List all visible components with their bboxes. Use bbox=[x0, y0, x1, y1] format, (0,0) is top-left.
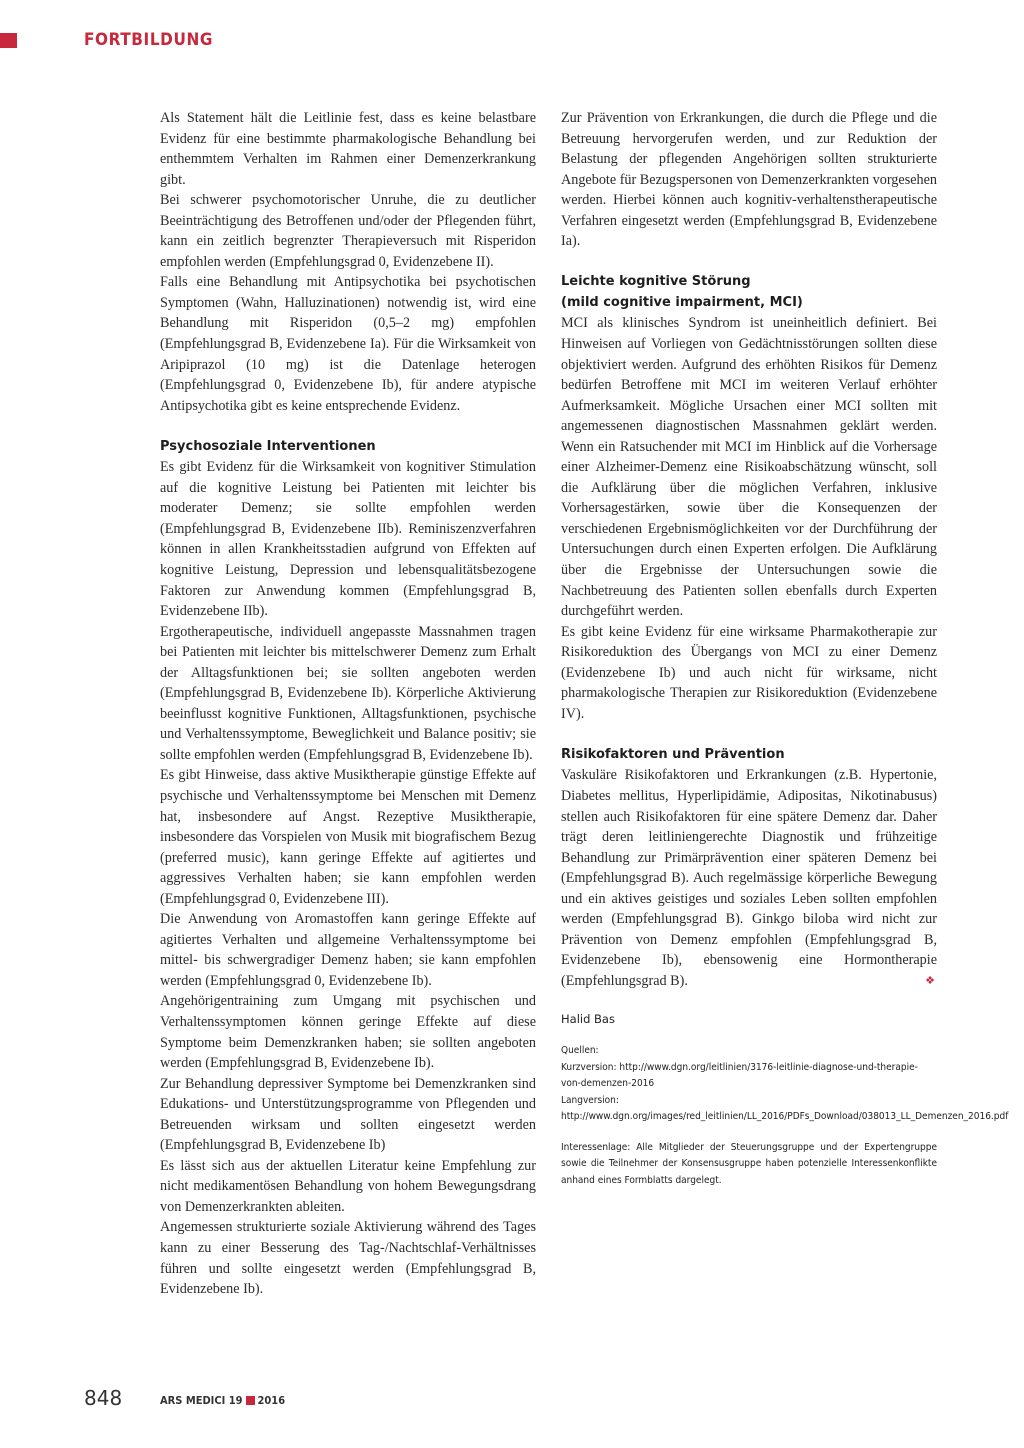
paragraph-text: Vaskuläre Risikofaktoren und Erkrankungen (z.B. Hypertonie, Diabetes mellitus, Hyperlipidämie, Adipositas, Nikotinabusus) stellen auch Risikofaktoren für eine spätere Demenz dar. Daher trägt deren leitliniengerechte Diagnostik und frühzeitige Behandlung zur Primärprävention einer späteren Demenz bei (Empfehlungsgrad B). Auch regelmässige körperliche Bewegung und ein aktives geistiges und soziales Leben sollten empfohlen werden (Empfehlungsgrad B). Ginkgo biloba wird nicht zur Prävention von Demenz empfohlen (Empfehlungsgrad B, Evidenzebene Ib), ebensowenig eine Hormontherapie (Empfehlungsgrad B). bbox=[561, 767, 937, 989]
section-color-marker bbox=[0, 33, 17, 48]
journal-name: ARS MEDICI 19 bbox=[160, 1394, 243, 1407]
section-label: FORTBILDUNG bbox=[84, 30, 214, 50]
sources-label: Quellen: bbox=[561, 1045, 599, 1057]
paragraph: MCI als klinisches Syndrom ist uneinheitlich definiert. Bei Hinweisen auf Vorliegen von Gedächtnisstörungen sollten diese objektiviert werden. Aufgrund des erhöhten Risikos für Demenz bedürfen Betroffene mit MCI im weiteren Verlauf erhöhter Aufmerksamkeit. Mögliche Ursachen einer MCI sollten mit angemessenen diagnostischen Massnahmen geklärt werden. Wenn ein Ratsuchender mit MCI im Hinblick auf die Vorhersage einer Alzheimer-Demenz eine Risikoabschätzung wünscht, soll die Aufklärung über die möglichen Verfahren, inklusive Vorhersagestärken, sowie über die Konsequenzen der verschiedenen Ergebnismöglichkeiten vor der Durchführung der Untersuchungen durch einen Experten erfolgen. Die Aufklärung über die Ergebnisse der Untersuchungen sowie die Nachbetreuung des Patienten sollen ebenfalls durch Experten durchgeführt werden. bbox=[561, 315, 937, 620]
section-heading-risk: Risikofaktoren und Prävention bbox=[561, 746, 785, 762]
paragraph: Es lässt sich aus der aktuellen Literatur keine Empfehlung zur nicht medikamentösen Behandlung von hohem Bewegungsdrang von Demenzerkrankten ableiten. bbox=[160, 1157, 536, 1215]
paragraph: Es gibt Evidenz für die Wirksamkeit von kognitiver Stimulation auf die kognitive Leistung bei Patienten mit leichter bis moderater Demenz; sie sollte empfohlen werden (Empfehlungsgrad B, Evidenzebene IIb). Reminiszenzverfahren können in allen Krankheitsstadien aufgrund von Effekten auf kognitive Leistung, Depression und lebensqualitätsbezogene Faktoren zur Anwendung kommen (Empfehlungsgrad B, Evidenzebene IIb). bbox=[160, 459, 536, 620]
author-name: Halid Bas bbox=[561, 1012, 615, 1027]
paragraph: Es gibt keine Evidenz für eine wirksame Pharmakotherapie zur Risikoreduktion des Übergangs von MCI zu einer Demenz (Evidenzebene Ib) und auch nicht für wirksame, nicht pharmakologische Therapien zur Risikoreduktion (Evidenzebene IV). bbox=[561, 623, 937, 722]
paragraph: Angemessen strukturierte soziale Aktivierung während des Tages kann zu einer Besserung des Tag-/Nachtschlaf-Verhältnisses führen und sollte eingesetzt werden (Empfehlungsgrad B, Evidenzebene Ib). bbox=[160, 1219, 536, 1298]
page-number: 848 bbox=[84, 1386, 123, 1410]
section-heading-mci-line1: Leichte kognitive Störung bbox=[561, 274, 751, 290]
footer-square-icon bbox=[246, 1396, 255, 1405]
section-heading-mci-line2: (mild cognitive impairment, MCI) bbox=[561, 294, 803, 310]
paragraph: Bei schwerer psychomotorischer Unruhe, die zu deutlicher Beeinträchtigung des Betroffenen und/oder der Pflegenden führt, kann ein zeitlich begrenzter Therapieversuch mit Risperidon empfohlen werden (Empfehlungsgrad 0, Evidenzebene II). bbox=[160, 192, 536, 270]
paragraph: Es gibt Hinweise, dass aktive Musiktherapie günstige Effekte auf psychische und Verhaltenssymptome bei Menschen mit Demenz hat, insbesondere auf Angst. Rezeptive Musiktherapie, insbesondere das Vorspielen von Musik mit biografischem Bezug (preferred music), kann geringe Effekte auf agitiertes und aggressives Verhalten haben; sie kann empfohlen werden (Empfehlungsgrad 0, Evidenzebene III). bbox=[160, 767, 536, 907]
journal-footer bbox=[160, 1394, 285, 1407]
left-column bbox=[160, 108, 536, 1300]
paragraph: Angehörigentraining zum Umgang mit psychischen und Verhaltenssymptomen können geringe Effekte auf diese Symptome beim Demenzkranken haben; sie sollten angeboten werden (Empfehlungsgrad B, Evidenzebene Ib). bbox=[160, 993, 536, 1072]
paragraph: Zur Behandlung depressiver Symptome bei Demenzkranken sind Edukations- und Unterstützungsprogramme von Pflegenden und Betreuenden wirksam und sollten eingesetzt werden (Empfehlungsgrad B, Evidenzebene Ib) bbox=[160, 1075, 536, 1154]
paragraph: Falls eine Behandlung mit Antipsychotika bei psychotischen Symptomen (Wahn, Halluzinationen) notwendig ist, wird eine Behandlung mit Risperidon (0,5–2 mg) empfohlen (Empfehlungsgrad B, Evidenzebene Ia). Für die Wirksamkeit von Aripiprazol (10 mg) ist die Datenlage heterogen (Empfehlungsgrad 0, Evidenzebene Ib), für andere atypische Antipsychotika gibt es keine entsprechende Evidenz. bbox=[160, 274, 536, 414]
paragraph bbox=[561, 765, 937, 991]
conflict-of-interest-note: Interessenlage: Alle Mitglieder der Steuerungsgruppe und der Expertengruppe sowie die Teilnehmer der Konsensusgruppe haben potenzielle Interessenkonflikte anhand eines Formblatts dargelegt. bbox=[561, 1141, 937, 1186]
paragraph: Ergotherapeutische, individuell angepasste Massnahmen tragen bei Patienten mit leichter bis mittelschwerer Demenz zum Erhalt der Alltagsfunktionen bei; sie sollten angeboten werden (Empfehlungsgrad B, Evidenzebene Ib). Körperliche Aktivierung beeinflusst kognitive Funktionen, Alltagsfunktionen, psychische und Verhaltenssymptome, Beweglichkeit und Balance positiv; sie sollte empfohlen werden (Empfehlungsgrad B, Evidenzebene Ib). bbox=[160, 623, 536, 763]
right-column bbox=[561, 108, 1009, 1189]
journal-year: 2016 bbox=[257, 1394, 286, 1407]
paragraph: Die Anwendung von Aromastoffen kann geringe Effekte auf agitiertes Verhalten und allgemeine Verhaltenssymptome bei mittel- bis schwergradiger Demenz haben; sie kann empfohlen werden (Empfehlungsgrad 0, Evidenzebene Ib). bbox=[160, 911, 536, 989]
end-of-article-icon: ❖ bbox=[925, 974, 935, 987]
section-heading-psychosocial: Psychosoziale Interventionen bbox=[160, 438, 376, 454]
source-long-version: Langversion: http://www.dgn.org/images/red_leitlinien/LL_2016/PDFs_Download/038013_LL_Demenzen_2016.pdf bbox=[561, 1094, 1009, 1123]
paragraph: Zur Prävention von Erkrankungen, die durch die Pflege und die Betreuung hervorgerufen werden, und zur Reduktion der Belastung der pflegenden Angehörigen sollten strukturierte Angebote für Bezugspersonen von Demenzerkrankten vorgesehen werden. Hierbei können auch kognitiv-verhaltenstherapeutische Verfahren eingesetzt werden (Empfehlungsgrad B, Evidenzebene Ia). bbox=[561, 110, 937, 250]
source-short-version: Kurzversion: http://www.dgn.org/leitlinien/3176-leitlinie-diagnose-und-therapie-von-demenzen-2016 bbox=[561, 1061, 918, 1090]
paragraph: Als Statement hält die Leitlinie fest, dass es keine belastbare Evidenz für eine bestimmte pharmakologische Behandlung bei enthemmtem Verhalten im Rahmen einer Demenzerkrankung gibt. bbox=[160, 110, 536, 188]
